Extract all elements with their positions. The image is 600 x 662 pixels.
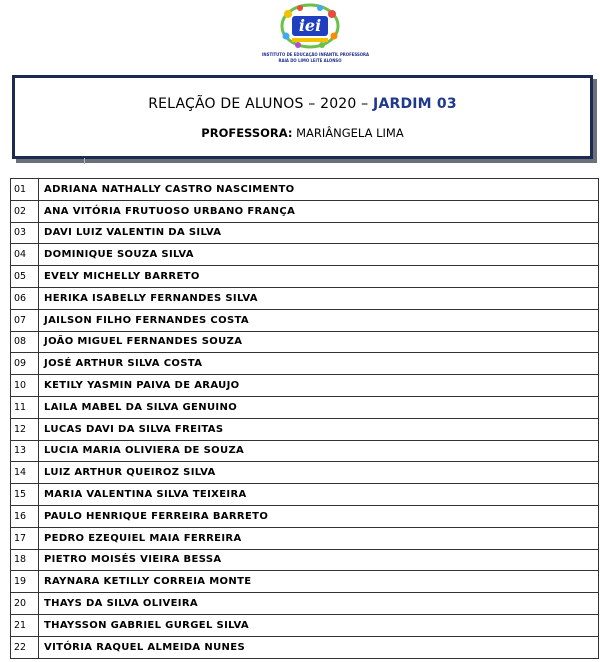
student-name: JOÃO MIGUEL FERNANDES SOUZA	[39, 331, 599, 353]
student-number: 20	[11, 593, 39, 615]
title-prefix: RELAÇÃO DE ALUNOS – 2020 –	[148, 96, 374, 112]
logo-institution-line-1: INSTITUTO DE EDUCAÇÃO INFANTIL PROFESSORA	[262, 53, 369, 58]
student-name: KETILY YASMIN PAIVA DE ARAUJO	[39, 375, 599, 397]
student-number: 19	[11, 571, 39, 593]
student-name: LAILA MABEL DA SILVA GENUINO	[39, 396, 599, 418]
student-name: LUCIA MARIA OLIVIERA DE SOUZA	[39, 440, 599, 462]
student-number: 04	[11, 244, 39, 266]
student-name: THAYSSON GABRIEL GURGEL SILVA	[39, 614, 599, 636]
student-number: 07	[11, 309, 39, 331]
student-number: 17	[11, 527, 39, 549]
svg-text:iei: iei	[298, 16, 322, 35]
student-number: 08	[11, 331, 39, 353]
student-name: ANA VITÓRIA FRUTUOSO URBANO FRANÇA	[39, 200, 599, 222]
iei-logo-icon	[278, 2, 342, 52]
student-name: MARIA VALENTINA SILVA TEIXEIRA	[39, 484, 599, 506]
table-row	[11, 484, 599, 506]
student-name: HERIKA ISABELLY FERNANDES SILVA	[39, 287, 599, 309]
student-number: 21	[11, 614, 39, 636]
student-number: 22	[11, 636, 39, 658]
student-name: DOMINIQUE SOUZA SILVA	[39, 244, 599, 266]
student-name: VITÓRIA RAQUEL ALMEIDA NUNES	[39, 636, 599, 658]
table-row	[11, 440, 599, 462]
table-row	[11, 527, 599, 549]
student-number: 03	[11, 222, 39, 244]
student-number: 10	[11, 375, 39, 397]
header-box	[12, 75, 593, 159]
divider-mark	[84, 158, 85, 164]
table-row	[11, 287, 599, 309]
student-name: DAVI LUIZ VALENTIN DA SILVA	[39, 222, 599, 244]
student-number: 18	[11, 549, 39, 571]
table-row	[11, 571, 599, 593]
table-row	[11, 375, 599, 397]
student-number: 16	[11, 505, 39, 527]
table-row	[11, 353, 599, 375]
table-row	[11, 309, 599, 331]
table-row	[11, 244, 599, 266]
student-number: 11	[11, 396, 39, 418]
table-row	[11, 636, 599, 658]
student-number: 01	[11, 179, 39, 201]
table-row	[11, 614, 599, 636]
student-number: 06	[11, 287, 39, 309]
table-row	[11, 593, 599, 615]
student-number: 02	[11, 200, 39, 222]
student-name: EVELY MICHELLY BARRETO	[39, 266, 599, 288]
table-row	[11, 179, 599, 201]
student-number: 09	[11, 353, 39, 375]
student-number: 12	[11, 418, 39, 440]
student-name: RAYNARA KETILLY CORREIA MONTE	[39, 571, 599, 593]
page-title	[15, 96, 590, 112]
school-logo	[262, 2, 369, 70]
student-number: 13	[11, 440, 39, 462]
student-number: 05	[11, 266, 39, 288]
class-name: JARDIM 03	[373, 96, 457, 112]
student-name: JOSÉ ARTHUR SILVA COSTA	[39, 353, 599, 375]
table-row	[11, 549, 599, 571]
teacher-line	[15, 126, 590, 140]
student-name: ADRIANA NATHALLY CASTRO NASCIMENTO	[39, 179, 599, 201]
teacher-name: MARIÂNGELA LIMA	[296, 126, 404, 140]
table-row	[11, 396, 599, 418]
table-row	[11, 418, 599, 440]
student-name: PAULO HENRIQUE FERREIRA BARRETO	[39, 505, 599, 527]
student-name: PIETRO MOISÉS VIEIRA BESSA	[39, 549, 599, 571]
table-row	[11, 222, 599, 244]
student-name: LUCAS DAVI DA SILVA FREITAS	[39, 418, 599, 440]
logo-institution-line-2: RAIA DO LIMO LEITE ALONSO	[278, 59, 342, 64]
student-number: 14	[11, 462, 39, 484]
student-name: JAILSON FILHO FERNANDES COSTA	[39, 309, 599, 331]
student-name: PEDRO EZEQUIEL MAIA FERREIRA	[39, 527, 599, 549]
table-row	[11, 505, 599, 527]
student-name: LUIZ ARTHUR QUEIROZ SILVA	[39, 462, 599, 484]
student-table	[10, 178, 599, 659]
student-name: THAYS DA SILVA OLIVEIRA	[39, 593, 599, 615]
teacher-label: PROFESSORA:	[201, 126, 293, 140]
table-row	[11, 331, 599, 353]
table-row	[11, 266, 599, 288]
table-row	[11, 462, 599, 484]
table-row	[11, 200, 599, 222]
student-number: 15	[11, 484, 39, 506]
